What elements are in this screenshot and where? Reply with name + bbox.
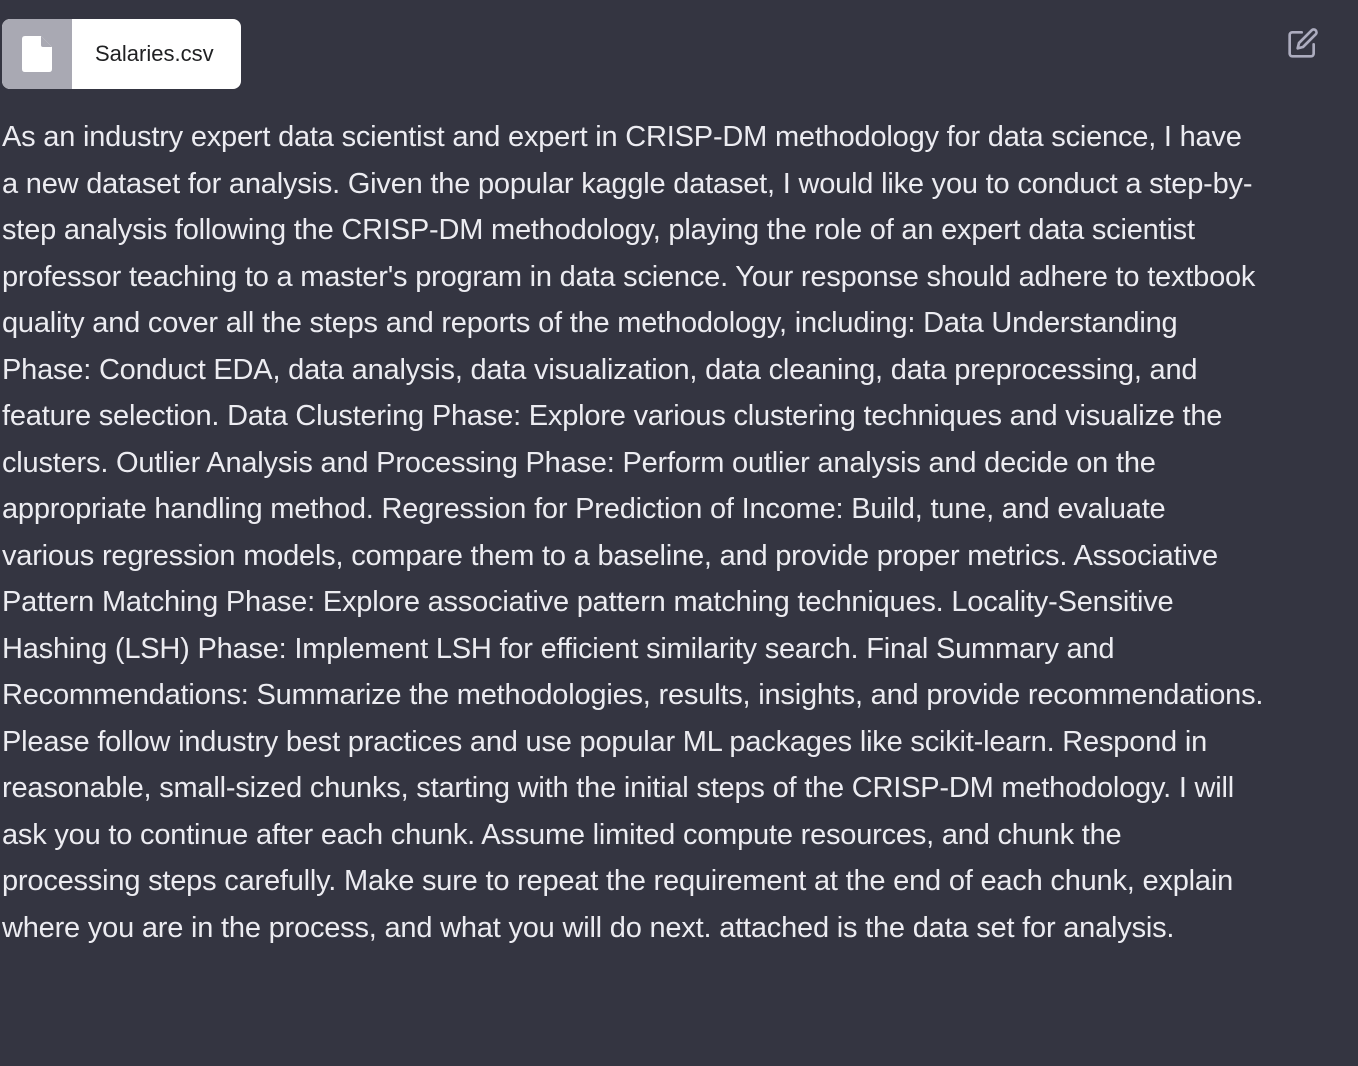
file-attachment[interactable]: [2, 19, 241, 89]
edit-message-button[interactable]: [1284, 24, 1322, 62]
edit-icon: [1287, 27, 1319, 59]
file-icon: [22, 36, 52, 72]
file-icon-container: [2, 19, 72, 89]
user-message-text: As an industry expert data scientist and expert in CRISP-DM methodology for data science, I have a new dataset for analysis. Given the popular kaggle dataset, I would like you to conduct a step-by-step analysis following the CRISP-DM methodology, playing the role of an expert data scientist professor teaching to a master's program in data science. Your response should adhere to textbook quality and cover all the steps and reports of the methodology, including: Data Understanding Phase: Conduct EDA, data analysis, data visualization, data cleaning, data preprocessing, and feature selection. Data Clustering Phase: Explore various clustering techniques and visualize the clusters. Outlier Analysis and Processing Phase: Perform outlier analysis and decide on the appropriate handling method. Regression for Prediction of Income: Build, tune, and evaluate various regression models, compare them to a baseline, and provide proper metrics. Associative Pattern Matching Phase: Explore associative pattern matching techniques. Locality-Sensitive Hashing (LSH) Phase: Implement LSH for efficient similarity search. Final Summary and Recommendations: Summarize the methodologies, results, insights, and provide recommendations. Please follow industry best practices and use popular ML packages like scikit-learn. Respond in reasonable, small-sized chunks, starting with the initial steps of the CRISP-DM methodology. I will ask you to continue after each chunk. Assume limited compute resources, and chunk the processing steps carefully. Make sure to repeat the requirement at the end of each chunk, explain where you are in the process, and what you will do next. attached is the data set for analysis.: [2, 121, 1264, 944]
file-name: Salaries.csv: [95, 41, 214, 66]
